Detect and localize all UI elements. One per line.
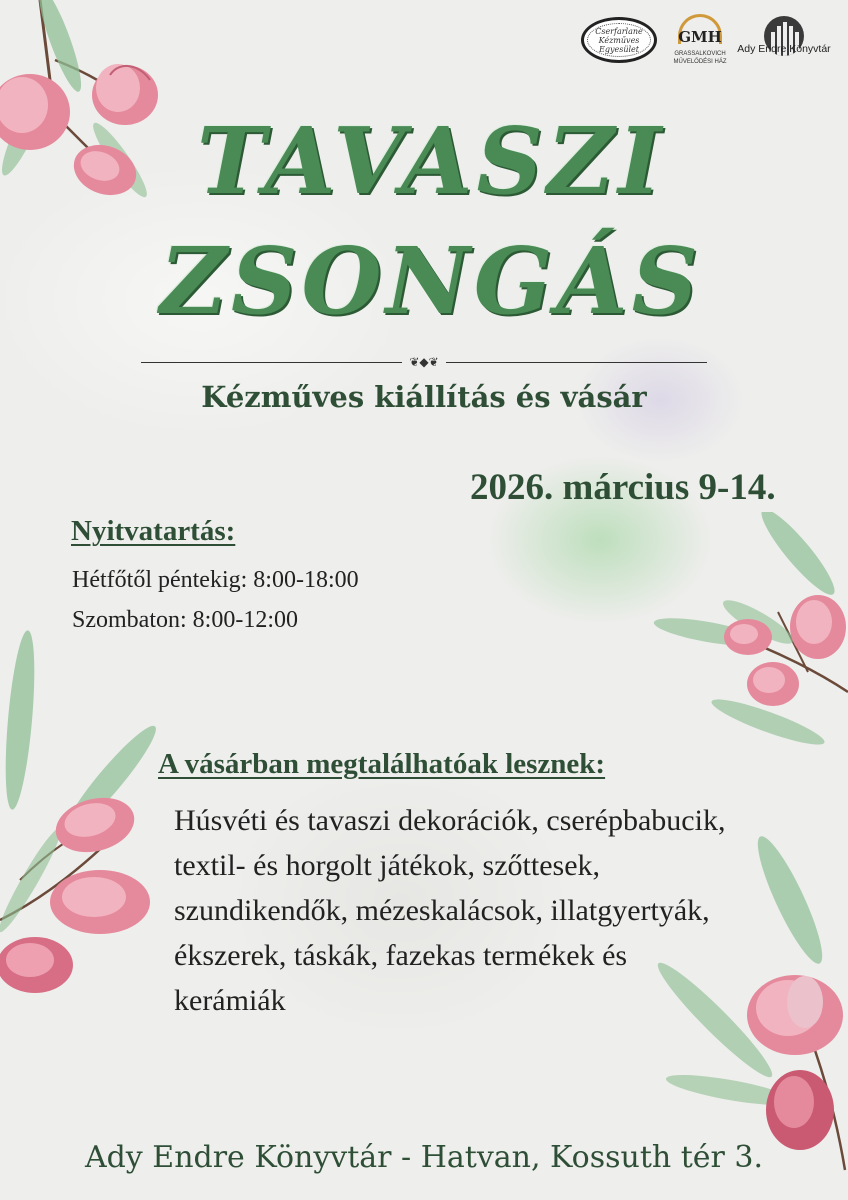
opening-hours-saturday: Szombaton: 8:00-12:00 xyxy=(72,607,298,633)
magnolia-bud xyxy=(724,619,772,655)
library-logo-name: Ady Endre Könyvtár xyxy=(737,43,831,55)
offerings-heading: A vásárban megtalálhatóak lesznek: xyxy=(158,748,606,780)
magnolia-flower xyxy=(790,595,846,659)
gmh-logo-full-name xyxy=(666,50,734,66)
opening-hours-heading: Nyitvatartás: xyxy=(71,515,236,547)
magnolia-flower xyxy=(747,975,843,1055)
divider-ornament-icon: ❦◆❦ xyxy=(402,354,446,370)
gmh-logo-line2: MŰVELŐDÉSI HÁZ xyxy=(673,59,727,65)
gmh-logo xyxy=(666,14,734,74)
library-logo xyxy=(736,14,832,70)
title-line-1: TAVASZI xyxy=(196,107,666,215)
flower-decoration-bottom-left xyxy=(0,630,170,1010)
flower-decoration-right xyxy=(648,512,848,762)
magnolia-bud xyxy=(50,790,141,861)
title-line-2: ZSONGÁS xyxy=(159,227,703,335)
opening-hours-weekdays: Hétfőtől péntekig: 8:00-18:00 xyxy=(72,567,359,593)
magnolia-bud xyxy=(0,937,73,993)
magnolia-bud xyxy=(747,662,799,706)
sponsor-logo xyxy=(581,17,657,63)
magnolia-bud xyxy=(50,870,150,934)
gmh-logo-line1: GRASSALKOVICH xyxy=(674,51,726,57)
event-date: 2026. március 9-14. xyxy=(470,467,776,508)
subtitle: Kézműves kiállítás és vásár xyxy=(201,380,647,414)
magnolia-bud xyxy=(766,1070,834,1150)
gmh-logo-abbr: GMH xyxy=(678,28,722,46)
offerings-list: Húsvéti és tavaszi dekorációk, cserépbabucik, textil- és horgolt játékok, szőttesek, szundikendők, mézeskalácsok, illatgyertyák, ékszerek, táskák, fazekas termékek és kerámiák xyxy=(174,804,726,1017)
sponsor-logo-text: Cserfarlane Kézműves Egyesület xyxy=(595,26,643,54)
venue-address: Ady Endre Könyvtár - Hatvan, Kossuth tér 3. xyxy=(84,1140,764,1175)
